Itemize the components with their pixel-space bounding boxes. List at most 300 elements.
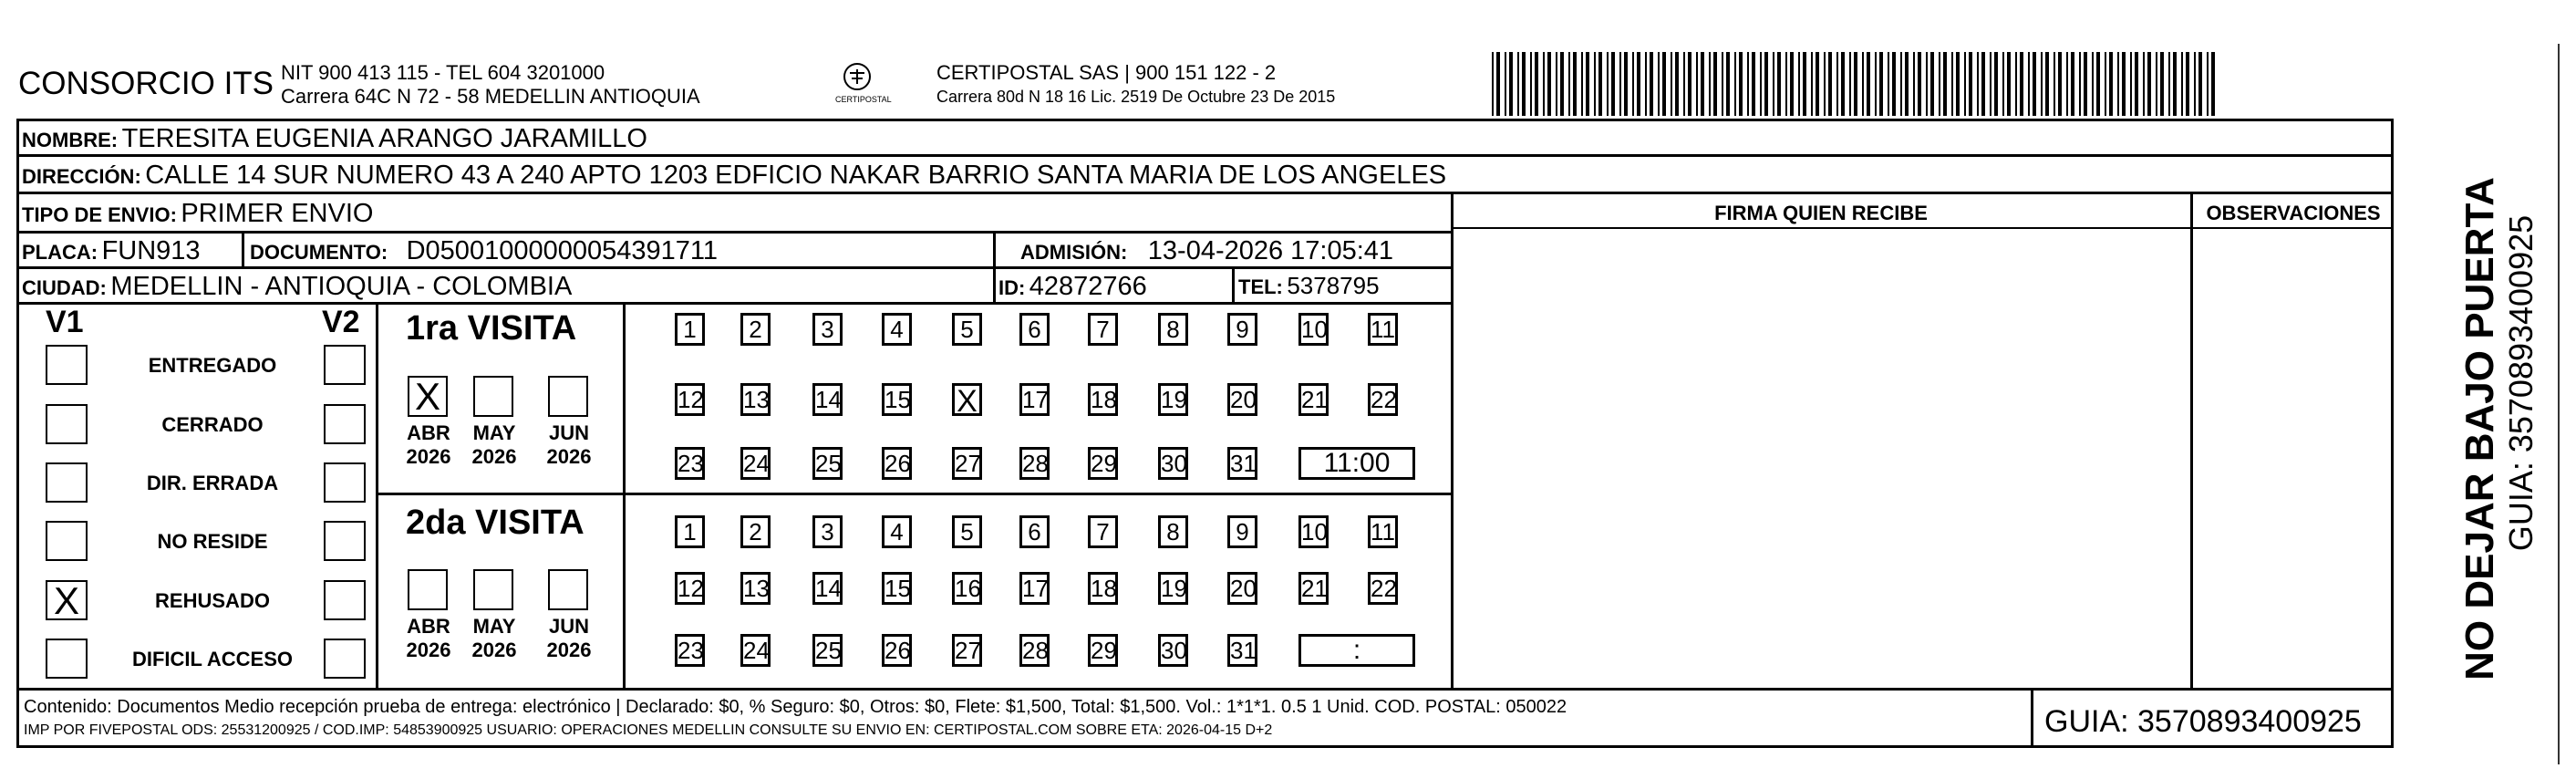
divider — [2031, 688, 2033, 748]
barcode-bar — [1798, 52, 1800, 116]
day-number: 4 — [890, 518, 904, 545]
barcode-bar — [1773, 52, 1774, 116]
barcode-bar — [1747, 52, 1749, 116]
document-cell — [250, 236, 718, 266]
status-option-label: NO RESIDE — [157, 530, 268, 553]
day-number: 15 — [885, 575, 911, 602]
barcode-bar — [1598, 52, 1602, 116]
first-visit-day-box[interactable] — [1158, 313, 1188, 346]
barcode-bar — [1969, 52, 1972, 116]
barcode-bar — [2054, 52, 2055, 116]
barcode-bar — [1981, 52, 1985, 116]
day-number: 11 — [1371, 316, 1395, 343]
first-visit-day-box[interactable] — [882, 447, 912, 480]
v2-checkbox[interactable] — [324, 345, 366, 385]
company-name: CONSORCIO ITS — [18, 66, 274, 101]
v1-checkbox[interactable] — [46, 462, 88, 503]
second-visit-day-box[interactable] — [1298, 515, 1329, 548]
first-visit-month-checkbox[interactable] — [473, 376, 513, 417]
v1-checkbox[interactable] — [46, 639, 88, 679]
day-number: 9 — [1236, 518, 1249, 545]
barcode-bar — [1611, 52, 1615, 116]
barcode-bar — [2211, 52, 2215, 116]
first-visit-day-box[interactable] — [1019, 383, 1050, 416]
divider — [376, 493, 1454, 495]
day-number: 18 — [1091, 386, 1117, 413]
second-visit-day-box[interactable] — [952, 634, 982, 667]
barcode-bar — [1675, 52, 1679, 116]
first-visit-day-box[interactable] — [1158, 447, 1188, 480]
tel-label: TEL: — [1238, 275, 1283, 298]
time-value: 11:00 — [1323, 448, 1391, 478]
receiver-signature-area[interactable] — [1454, 230, 2190, 688]
first-visit-day-box[interactable] — [1088, 313, 1118, 346]
barcode-bar — [1645, 52, 1647, 116]
first-visit-day-box[interactable] — [1088, 383, 1118, 416]
month-year: 2026 — [406, 445, 451, 468]
first-visit-day-box[interactable] — [675, 447, 705, 480]
day-number: 29 — [1091, 637, 1117, 664]
first-visit-day-box[interactable] — [952, 447, 982, 480]
barcode-bar — [1943, 52, 1947, 116]
day-number: 1 — [683, 518, 697, 545]
day-number: 13 — [743, 575, 770, 602]
first-visit-day-box[interactable] — [1227, 447, 1257, 480]
barcode-bar — [1624, 52, 1628, 116]
day-number: 10 — [1301, 518, 1328, 545]
status-option-label: DIFICIL ACCESO — [131, 648, 293, 670]
barcode-bar — [2147, 52, 2151, 116]
barcode-bar — [1543, 52, 1545, 116]
status-option-label: REHUSADO — [155, 589, 270, 612]
barcode-bar — [1726, 52, 1730, 116]
month-name: MAY — [472, 615, 516, 638]
day-number: 11 — [1371, 518, 1395, 545]
first-visit-day-box[interactable] — [1019, 447, 1050, 480]
first-visit-day-box[interactable] — [1368, 383, 1398, 416]
second-visit-day-box[interactable] — [812, 572, 843, 605]
v1-checkbox[interactable] — [46, 404, 88, 444]
shipping-type: PRIMER ENVIO — [181, 199, 374, 228]
first-visit-time-box[interactable] — [1298, 447, 1415, 480]
barcode-bar — [1658, 52, 1660, 116]
divider — [16, 192, 2394, 194]
day-number: 28 — [1022, 450, 1049, 477]
second-visit-day-box[interactable] — [1227, 515, 1257, 548]
barcode-bar — [1505, 52, 1506, 116]
second-visit-day-box[interactable] — [740, 572, 771, 605]
day-number: 26 — [885, 450, 911, 477]
divider — [16, 688, 2394, 691]
barcode-bar — [1892, 52, 1896, 116]
barcode-bar — [1824, 52, 1826, 116]
barcode-bar — [2020, 52, 2023, 116]
second-visit-label: 2da VISITA — [406, 504, 585, 542]
barcode-bar — [1816, 52, 1819, 116]
barcode-bar — [1517, 52, 1519, 116]
barcode-bar — [2186, 52, 2189, 116]
second-visit-day-box[interactable] — [882, 572, 912, 605]
month-year: 2026 — [406, 639, 451, 661]
barcode-bar — [1905, 52, 1909, 116]
barcode-bar — [2109, 52, 2113, 116]
second-visit-day-box[interactable] — [675, 634, 705, 667]
day-number: 30 — [1161, 450, 1187, 477]
barcode-bar — [1709, 52, 1711, 116]
second-visit-day-box[interactable] — [1227, 634, 1257, 667]
day-number: 17 — [1022, 386, 1049, 413]
document-value: D05001000000054391711 — [406, 236, 718, 265]
divider — [16, 302, 1453, 305]
check-mark: X — [957, 384, 978, 419]
barcode-bar — [1964, 52, 1966, 116]
barcode-bar — [1994, 52, 1998, 116]
barcode-bar — [1573, 52, 1577, 116]
day-number: 22 — [1371, 575, 1397, 602]
barcode-bar — [1701, 52, 1704, 116]
barcode-bar — [2033, 52, 2036, 116]
second-visit-day-box[interactable] — [1158, 572, 1188, 605]
side-guide-number: GUIA: 3570893400925 — [2502, 214, 2540, 552]
barcode-bar — [1688, 52, 1691, 116]
check-mark: X — [53, 579, 79, 622]
first-visit-day-box[interactable] — [952, 383, 982, 419]
second-visit-day-box[interactable] — [675, 515, 705, 548]
plate-cell — [22, 236, 201, 266]
time-value: : — [1352, 635, 1361, 665]
second-visit-day-box[interactable] — [740, 515, 771, 548]
day-number: 2 — [749, 316, 762, 343]
barcode-bar — [1619, 52, 1621, 116]
day-number: 24 — [743, 637, 770, 664]
month-name: ABR — [407, 421, 450, 444]
second-visit-day-box[interactable] — [675, 572, 705, 605]
id-value: 42872766 — [1029, 272, 1147, 301]
first-visit-day-box[interactable] — [740, 383, 771, 416]
tel-cell — [1238, 272, 1380, 300]
divider — [16, 266, 1453, 269]
day-number: 30 — [1161, 637, 1187, 664]
barcode-bar — [1568, 52, 1570, 116]
barcode-bar — [2168, 52, 2170, 116]
first-visit-day-box[interactable] — [675, 313, 705, 346]
no-under-door-notice: NO DEJAR BAJO PUERTA — [2457, 177, 2502, 680]
address-row — [22, 161, 1446, 191]
barcode-bar — [1879, 52, 1883, 116]
day-number: 18 — [1091, 575, 1117, 602]
barcode-bar — [2156, 52, 2157, 116]
first-visit-day-box[interactable] — [812, 313, 843, 346]
first-visit-day-box[interactable] — [1088, 447, 1118, 480]
day-number: 14 — [815, 386, 842, 413]
barcode-bar — [1752, 52, 1755, 116]
plate-label: PLACA: — [22, 241, 98, 264]
city-label: CIUDAD: — [22, 276, 107, 299]
first-visit-day-box[interactable] — [675, 383, 705, 416]
v2-checkbox[interactable] — [324, 521, 366, 561]
address-label: DIRECCIÓN: — [22, 165, 141, 188]
barcode-bar — [1734, 52, 1736, 116]
barcode-bar — [2041, 52, 2043, 116]
day-number: 6 — [1028, 518, 1041, 545]
divider — [993, 231, 996, 302]
day-number: 21 — [1301, 575, 1328, 602]
barcode-bar — [1556, 52, 1557, 116]
observations-area[interactable] — [2193, 230, 2394, 688]
divider — [242, 231, 244, 267]
day-number: 8 — [1166, 316, 1180, 343]
barcode-bar — [1918, 52, 1921, 116]
day-number: 10 — [1301, 316, 1328, 343]
second-visit-day-box[interactable] — [812, 515, 843, 548]
second-visit-day-box[interactable] — [740, 634, 771, 667]
day-number: 14 — [815, 575, 842, 602]
barcode-bar — [1836, 52, 1838, 116]
first-visit-day-box[interactable] — [1298, 313, 1329, 346]
barcode-bar — [1862, 52, 1864, 116]
barcode-bar — [1939, 52, 1940, 116]
second-visit-day-box[interactable] — [1019, 634, 1050, 667]
v2-checkbox[interactable] — [324, 462, 366, 503]
second-visit-time-box[interactable] — [1298, 634, 1415, 667]
divider — [16, 231, 1453, 234]
barcode-bar — [1650, 52, 1653, 116]
second-visit-day-box[interactable] — [1019, 572, 1050, 605]
frame-right-edge — [2558, 44, 2560, 764]
second-visit-day-box[interactable] — [882, 515, 912, 548]
day-number: 7 — [1096, 518, 1110, 545]
first-visit-day-box[interactable] — [740, 447, 771, 480]
barcode-bar — [1990, 52, 1991, 116]
barcode-bar — [1509, 52, 1513, 116]
first-visit-day-box[interactable] — [1368, 313, 1398, 346]
contents-line: Contenido: Documentos Medio recepción prueba de entrega: electrónico | Declarado: $0, % Seguro: $0, Otros: $0, Flete: $1,500, Total: $1,500. Vol.: 1*1*1. 0.5 1 Unid. COD. POSTAL: 050022 — [24, 697, 1567, 717]
barcode-bar — [1777, 52, 1781, 116]
month-name: JUN — [548, 615, 589, 638]
carrier-name: CERTIPOSTAL SAS | 900 151 122 - 2 — [936, 61, 1277, 84]
city-cell — [22, 272, 572, 302]
barcode-bar — [1803, 52, 1806, 116]
barcode-bar — [2198, 52, 2202, 116]
first-visit-day-box[interactable] — [882, 383, 912, 416]
barcode-bar — [2058, 52, 2062, 116]
barcode-bar — [1637, 52, 1640, 116]
day-number: 22 — [1371, 386, 1397, 413]
second-visit-day-box[interactable] — [1158, 634, 1188, 667]
day-number: 19 — [1161, 386, 1187, 413]
day-number: 6 — [1028, 316, 1041, 343]
barcode-bar — [1811, 52, 1813, 116]
first-visit-month-checkbox[interactable] — [408, 376, 448, 417]
print-info-line: IMP POR FIVEPOSTAL ODS: 25531200925 / COD.IMP: 54853900925 USUARIO: OPERACIONES MEDELLIN CONSULTE SU ENVIO EN: CERTIPOSTAL.COM SOBRE ETA: 2026-04-15 D+2 — [24, 722, 1273, 738]
second-visit-day-box[interactable] — [882, 634, 912, 667]
barcode-bar — [1828, 52, 1832, 116]
barcode-bar — [1560, 52, 1564, 116]
barcode-bar — [2173, 52, 2177, 116]
first-visit-day-box[interactable] — [882, 313, 912, 346]
barcode-bar — [1785, 52, 1787, 116]
second-visit-day-box[interactable] — [1298, 572, 1329, 605]
day-number: 8 — [1166, 518, 1180, 545]
barcode-bar — [1547, 52, 1551, 116]
receiver-signature-label: FIRMA QUIEN RECIBE — [1714, 202, 1928, 224]
barcode-bar — [2071, 52, 2074, 116]
barcode-bar — [2181, 52, 2183, 116]
day-number: 24 — [743, 450, 770, 477]
barcode — [1492, 52, 2221, 116]
barcode-bar — [2122, 52, 2126, 116]
second-visit-day-box[interactable] — [1088, 515, 1118, 548]
shipping-type-row — [22, 199, 373, 229]
day-number: 2 — [749, 518, 762, 545]
name-label: NOMBRE: — [22, 129, 119, 151]
day-number: 27 — [955, 637, 981, 664]
certipostal-logo — [812, 57, 903, 111]
v2-checkbox[interactable] — [324, 580, 366, 620]
barcode-bar — [1713, 52, 1717, 116]
barcode-bar — [1696, 52, 1698, 116]
v1-checkbox[interactable] — [46, 345, 88, 385]
barcode-bar — [2194, 52, 2196, 116]
barcode-bar — [1530, 52, 1532, 116]
barcode-bar — [1739, 52, 1743, 116]
check-mark: X — [414, 375, 440, 418]
second-visit-month-checkbox[interactable] — [408, 569, 448, 610]
day-number: 16 — [955, 575, 981, 602]
second-visit-month-checkbox[interactable] — [548, 569, 588, 610]
second-visit-month-label — [397, 615, 460, 662]
id-label: ID: — [998, 276, 1026, 299]
day-number: 19 — [1161, 575, 1187, 602]
first-visit-month-label — [397, 421, 460, 469]
second-visit-day-box[interactable] — [952, 572, 982, 605]
first-visit-day-box[interactable] — [1227, 313, 1257, 346]
tel-value: 5378795 — [1287, 272, 1380, 299]
first-visit-day-box[interactable] — [812, 383, 843, 416]
barcode-bar — [2130, 52, 2132, 116]
v2-checkbox[interactable] — [324, 639, 366, 679]
barcode-bar — [1492, 52, 1494, 116]
first-visit-month-checkbox[interactable] — [548, 376, 588, 417]
barcode-bar — [2135, 52, 2138, 116]
barcode-bar — [1875, 52, 1877, 116]
day-number: 21 — [1301, 386, 1328, 413]
first-visit-month-label — [462, 421, 526, 469]
day-number: 1 — [683, 316, 697, 343]
day-number: 5 — [960, 316, 974, 343]
footer-guide-number: GUIA: 3570893400925 — [2044, 704, 2362, 739]
barcode-bar — [2079, 52, 2081, 116]
day-number: 17 — [1022, 575, 1049, 602]
admission-label: ADMISIÓN: — [1020, 241, 1128, 264]
city-value: MEDELLIN - ANTIOQUIA - COLOMBIA — [110, 272, 573, 301]
barcode-bar — [1900, 52, 1902, 116]
day-number: 29 — [1091, 450, 1117, 477]
barcode-bar — [1607, 52, 1609, 116]
second-visit-day-box[interactable] — [952, 515, 982, 548]
second-visit-day-box[interactable] — [1227, 572, 1257, 605]
day-number: 25 — [815, 637, 842, 664]
barcode-bar — [1790, 52, 1794, 116]
barcode-bar — [2084, 52, 2087, 116]
day-number: 9 — [1236, 316, 1249, 343]
barcode-bar — [2066, 52, 2068, 116]
barcode-bar — [2028, 52, 2030, 116]
first-visit-day-box[interactable] — [1298, 383, 1329, 416]
month-year: 2026 — [471, 639, 517, 661]
document-label: DOCUMENTO: — [250, 241, 388, 264]
barcode-bar — [1951, 52, 1953, 116]
barcode-bar — [1930, 52, 1934, 116]
barcode-bar — [1496, 52, 1500, 116]
v2-checkbox[interactable] — [324, 404, 366, 444]
day-number: 26 — [885, 637, 911, 664]
first-visit-day-box[interactable] — [812, 447, 843, 480]
month-year: 2026 — [471, 445, 517, 468]
logo-caption: CERTIPOSTAL — [835, 95, 892, 104]
second-visit-day-box[interactable] — [1368, 515, 1398, 548]
first-visit-day-box[interactable] — [1019, 313, 1050, 346]
first-visit-day-box[interactable] — [1158, 383, 1188, 416]
barcode-bar — [1854, 52, 1857, 116]
day-number: 31 — [1230, 637, 1257, 664]
barcode-bar — [2160, 52, 2164, 116]
day-number: 28 — [1022, 637, 1049, 664]
day-number: 3 — [821, 518, 834, 545]
month-name: JUN — [548, 421, 589, 444]
second-visit-day-box[interactable] — [1088, 572, 1118, 605]
barcode-bar — [2117, 52, 2119, 116]
divider — [376, 302, 378, 689]
second-visit-day-box[interactable] — [1368, 572, 1398, 605]
barcode-bar — [2105, 52, 2106, 116]
second-visit-day-box[interactable] — [1019, 515, 1050, 548]
divider — [1232, 266, 1235, 303]
second-visit-day-box[interactable] — [1088, 634, 1118, 667]
barcode-bar — [2207, 52, 2209, 116]
second-visit-day-box[interactable] — [812, 634, 843, 667]
barcode-bar — [1888, 52, 1889, 116]
day-number: 23 — [678, 450, 704, 477]
first-visit-day-box[interactable] — [1227, 383, 1257, 416]
barcode-bar — [1594, 52, 1596, 116]
plate-value: FUN913 — [101, 236, 201, 265]
company-address: Carrera 64C N 72 - 58 MEDELLIN ANTIOQUIA — [281, 85, 700, 108]
day-number: 4 — [890, 316, 904, 343]
barcode-bar — [1926, 52, 1928, 116]
second-visit-day-box[interactable] — [1158, 515, 1188, 548]
day-number: 5 — [960, 518, 974, 545]
day-number: 7 — [1096, 316, 1110, 343]
barcode-bar — [2096, 52, 2100, 116]
second-visit-month-checkbox[interactable] — [473, 569, 513, 610]
day-number: 3 — [821, 316, 834, 343]
status-option-label: DIR. ERRADA — [146, 472, 279, 494]
v1-checkbox[interactable] — [46, 521, 88, 561]
barcode-bar — [1662, 52, 1666, 116]
barcode-bar — [2007, 52, 2011, 116]
v1-checkbox[interactable] — [46, 580, 88, 620]
barcode-bar — [1581, 52, 1583, 116]
first-visit-day-box[interactable] — [952, 313, 982, 346]
barcode-bar — [1956, 52, 1960, 116]
day-number: 25 — [815, 450, 842, 477]
barcode-bar — [1722, 52, 1723, 116]
day-number: 13 — [743, 386, 770, 413]
day-number: 20 — [1230, 386, 1257, 413]
day-number: 15 — [885, 386, 911, 413]
first-visit-day-box[interactable] — [740, 313, 771, 346]
